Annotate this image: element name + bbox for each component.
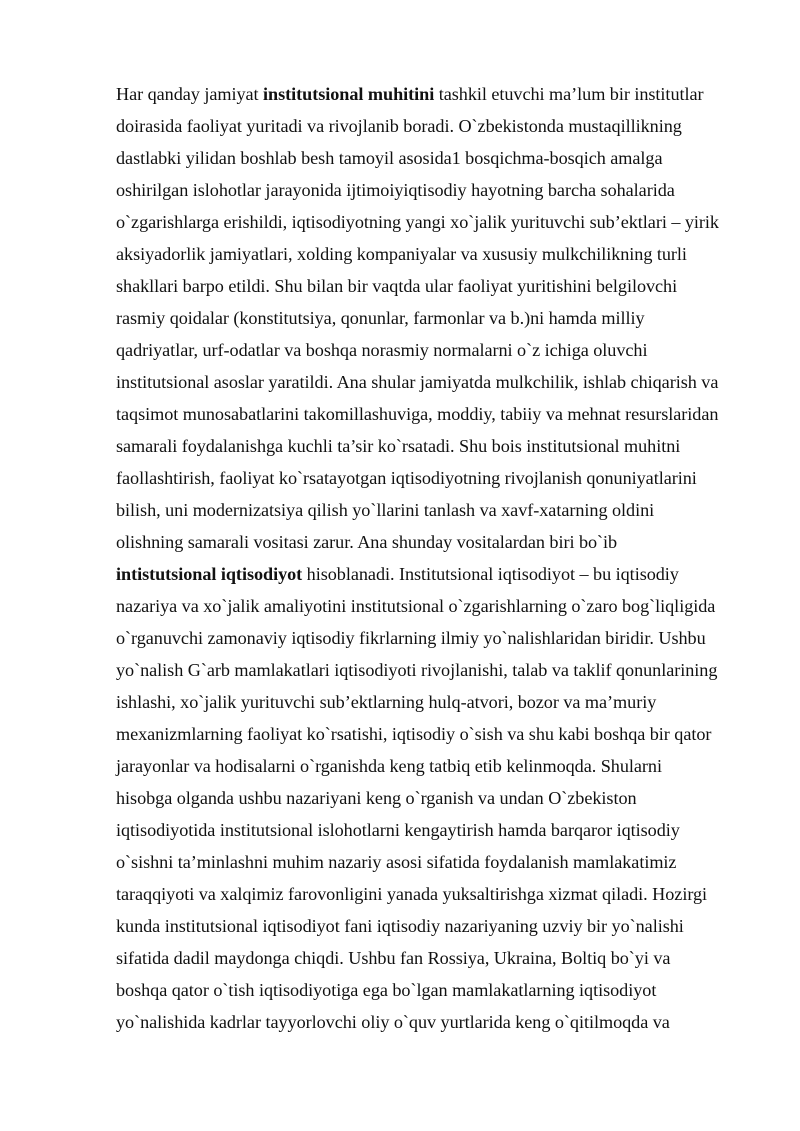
text-line: mexanizmlarning faoliyat ko`rsatishi, iqtisodiy o`sish va shu kabi boshqa bir qator bbox=[116, 724, 712, 744]
text-line: dastlabki yilidan boshlab besh tamoyil asosida1 bosqichma-bosqich amalga bbox=[116, 148, 663, 168]
text-line: yo`nalishida kadrlar tayyorlovchi oliy o`quv yurtlarida keng o`qitilmoqda va bbox=[116, 1012, 670, 1032]
text-line: rasmiy qoidalar (konstitutsiya, qonunlar, farmonlar va b.)ni hamda milliy bbox=[116, 308, 645, 328]
bold-term: intistutsional iqtisodiyot bbox=[116, 564, 303, 584]
text-line: olishning samarali vositasi zarur. Ana shunday vositalardan biri bo`ib bbox=[116, 532, 618, 552]
text-line: intistutsional iqtisodiyot hisoblanadi. Institutsional iqtisodiyot – bu iqtisodiy bbox=[116, 564, 679, 584]
text-line: ishlashi, xo`jalik yurituvchi sub’ektlarning hulq-atvori, bozor va ma’muriy bbox=[116, 692, 657, 712]
text-line: shakllari barpo etildi. Shu bilan bir vaqtda ular faoliyat yuritishini belgilovchi bbox=[116, 276, 678, 296]
text-line: sifatida dadil maydonga chiqdi. Ushbu fan Rossiya, Ukraina, Boltiq bo`yi va bbox=[116, 948, 671, 968]
text-line: taqsimot munosabatlarini takomillashuviga, moddiy, tabiiy va mehnat resurslaridan bbox=[116, 404, 719, 424]
text-line: boshqa qator o`tish iqtisodiyotiga ega bo`lgan mamlakatlarning iqtisodiyot bbox=[116, 980, 657, 1000]
bold-term: institutsional muhitini bbox=[263, 84, 435, 104]
text-line: oshirilgan islohotlar jarayonida ijtimoiyiqtisodiy hayotning barcha sohalarida bbox=[116, 180, 675, 200]
text-line: bilish, uni modernizatsiya qilish yo`llarini tanlash va xavf-xatarning oldini bbox=[116, 500, 655, 520]
text-line: iqtisodiyotida institutsional islohotlarni kengaytirish hamda barqaror iqtisodiy bbox=[116, 820, 680, 840]
text-line: jarayonlar va hodisalarni o`rganishda keng tatbiq etib kelinmoqda. Shularni bbox=[116, 756, 662, 776]
text-line: o`zgarishlarga erishildi, iqtisodiyotning yangi xo`jalik yurituvchi sub’ektlari – yirik bbox=[116, 212, 719, 232]
text-line: hisobga olganda ushbu nazariyani keng o`rganish va undan O`zbekiston bbox=[116, 788, 637, 808]
text-line: Har qanday jamiyat institutsional muhitini tashkil etuvchi ma’lum bir institutlar bbox=[116, 84, 704, 104]
text-line: yo`nalish G`arb mamlakatlari iqtisodiyoti rivojlanishi, talab va taklif qonunlarining bbox=[116, 660, 718, 680]
text-line: nazariya va xo`jalik amaliyotini institutsional o`zgarishlarning o`zaro bog`liqligida bbox=[116, 596, 716, 616]
text-line: o`rganuvchi zamonaviy iqtisodiy fikrlarning ilmiy yo`nalishlaridan biridir. Ushbu bbox=[116, 628, 706, 648]
text-line: kunda institutsional iqtisodiyot fani iqtisodiy nazariyaning uzviy bir yo`nalishi bbox=[116, 916, 684, 936]
text-line: aksiyadorlik jamiyatlari, xolding kompaniyalar va xususiy mulkchilikning turli bbox=[116, 244, 687, 264]
text-line: taraqqiyoti va xalqimiz farovonligini yanada yuksaltirishga xizmat qiladi. Hozirgi bbox=[116, 884, 708, 904]
text-line: doirasida faoliyat yuritadi va rivojlanib boradi. O`zbekistonda mustaqillikning bbox=[116, 116, 682, 136]
text-line: faollashtirish, faoliyat ko`rsatayotgan iqtisodiyotning rivojlanish qonuniyatlarini bbox=[116, 468, 697, 488]
document-page bbox=[116, 78, 744, 1038]
text-line: qadriyatlar, urf-odatlar va boshqa norasmiy normalarni o`z ichiga oluvchi bbox=[116, 340, 648, 360]
text-line: o`sishni ta’minlashni muhim nazariy asosi sifatida foydalanish mamlakatimiz bbox=[116, 852, 677, 872]
text-line: institutsional asoslar yaratildi. Ana shular jamiyatda mulkchilik, ishlab chiqarish va bbox=[116, 372, 719, 392]
text-line: samarali foydalanishga kuchli ta’sir ko`rsatadi. Shu bois institutsional muhitni bbox=[116, 436, 681, 456]
